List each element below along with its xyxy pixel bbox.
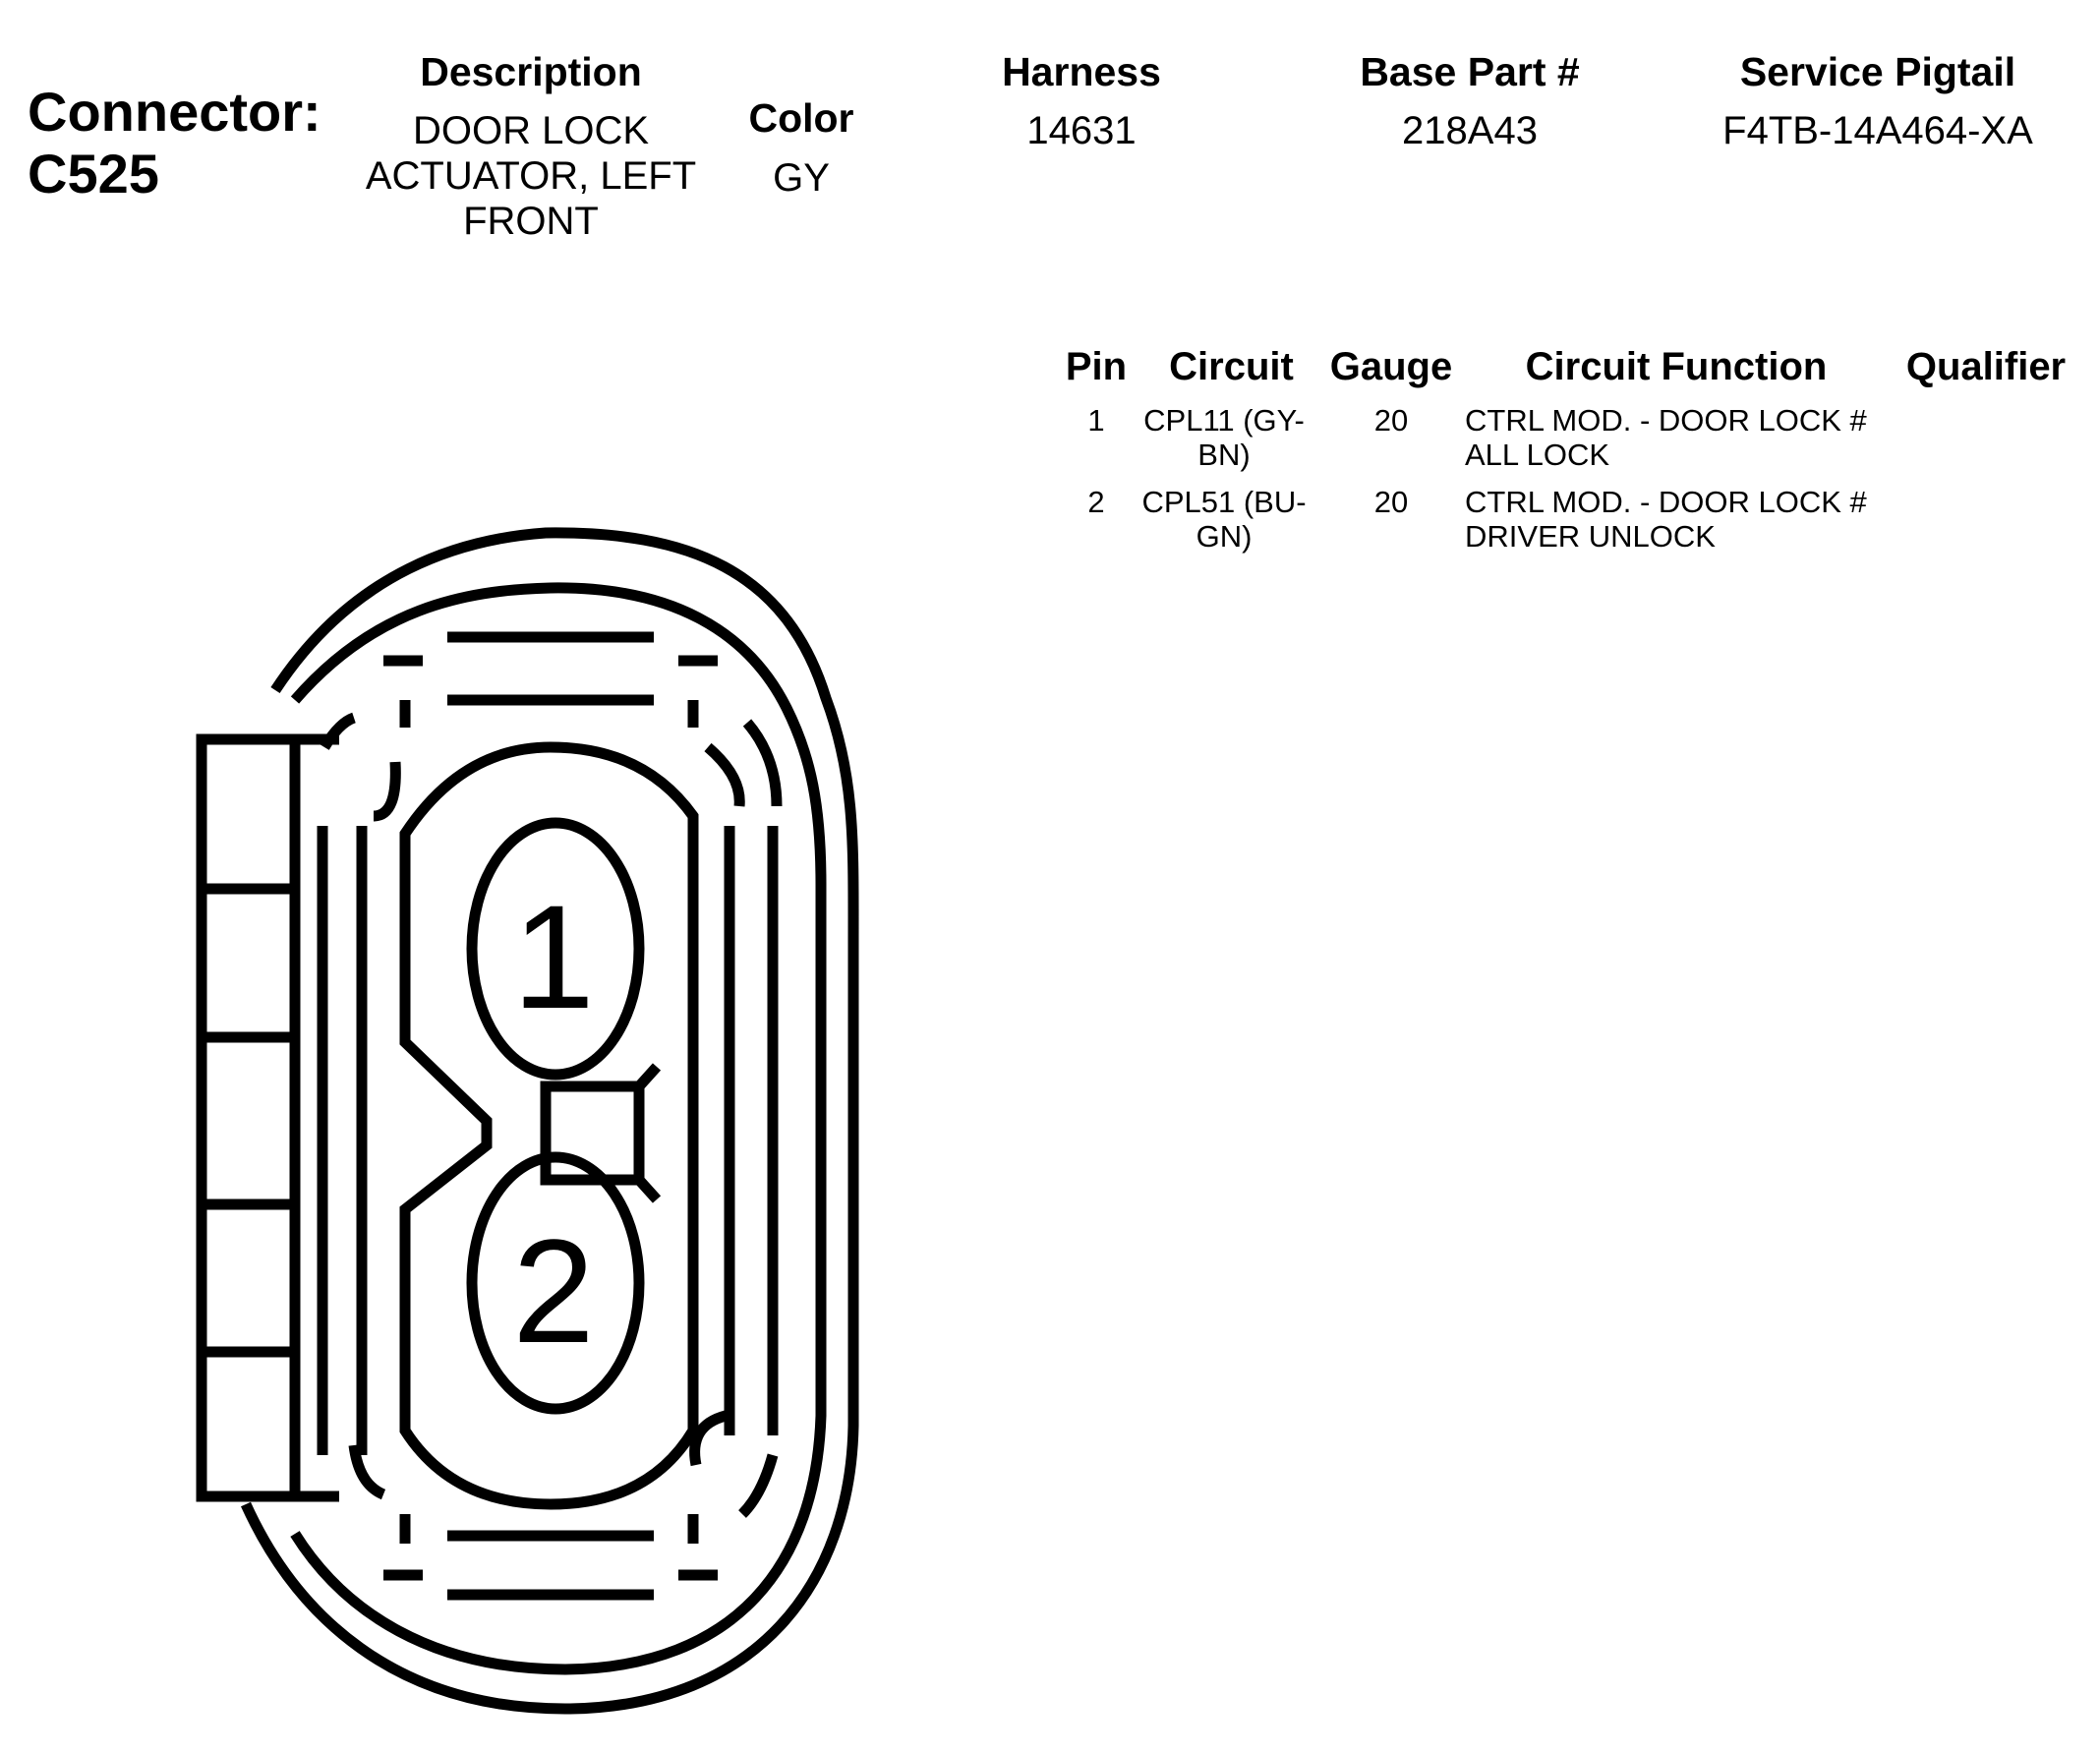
- circuit-function-column-header: Circuit Function: [1525, 345, 1828, 388]
- description-value: DOOR LOCK ACTUATOR, LEFT FRONT: [365, 109, 697, 243]
- gauge-column-header: Gauge: [1329, 345, 1453, 388]
- connector-id: C525: [28, 143, 159, 205]
- lock-tab: [202, 739, 295, 1496]
- connector-label: Connector:: [28, 81, 321, 143]
- qualifier-column-header: Qualifier: [1905, 345, 2067, 388]
- pin-column-header: Pin: [1065, 345, 1128, 388]
- wire-gauge: 20: [1373, 485, 1409, 519]
- description-header: Description: [420, 49, 642, 94]
- circuit-function: CTRL MOD. - DOOR LOCK # ALL LOCK: [1465, 403, 1867, 472]
- pin-1-label: 1: [512, 874, 595, 1039]
- service-pigtail-value: F4TB-14A464-XA: [1722, 109, 2033, 152]
- harness-header: Harness: [1002, 49, 1161, 94]
- harness-value: 14631: [1026, 109, 1137, 152]
- base-part-value: 218A43: [1402, 109, 1538, 152]
- circuit-id: CPL11 (GY-BN): [1143, 403, 1305, 472]
- service-pigtail-header: Service Pigtail: [1739, 49, 2016, 94]
- circuit-column-header: Circuit: [1169, 345, 1294, 388]
- circuit-function: CTRL MOD. - DOOR LOCK # DRIVER UNLOCK: [1465, 485, 1867, 554]
- color-header: Color: [748, 95, 854, 141]
- base-part-header: Base Part #: [1360, 49, 1580, 94]
- color-value: GY: [773, 156, 830, 200]
- circuit-id: CPL51 (BU-GN): [1141, 485, 1307, 554]
- pin-2-label: 2: [512, 1208, 595, 1374]
- pin-number: 1: [1087, 403, 1105, 438]
- pin-number: 2: [1087, 485, 1105, 519]
- wire-gauge: 20: [1373, 403, 1409, 438]
